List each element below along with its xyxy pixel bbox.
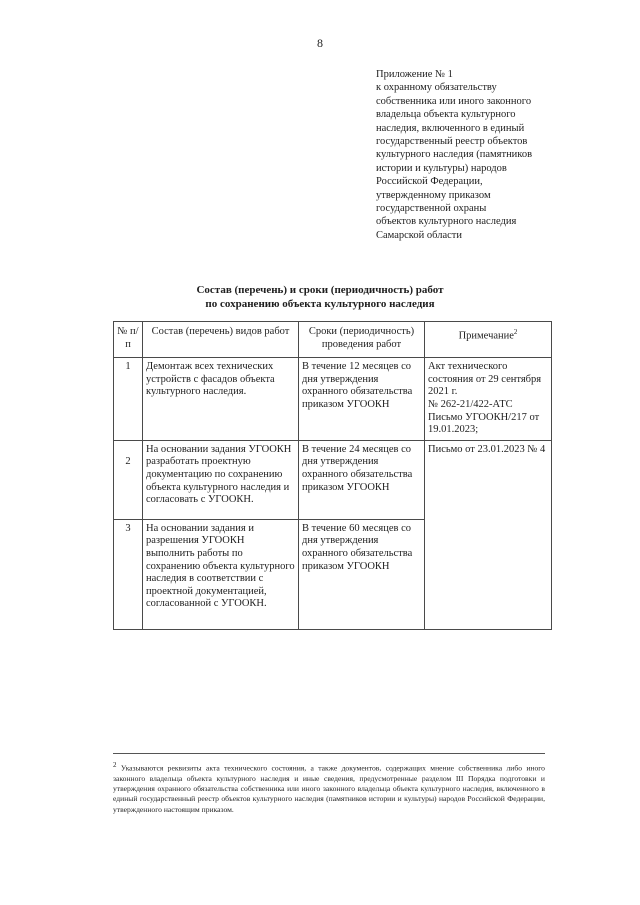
note-line: Акт технического состояния от 29 сентября 2021 г. (428, 361, 542, 398)
footnote-text: Указываются реквизиты акта технического состояния, а также документов, содержащих мнение собственника либо иного законного владельца объекта культурного наследия и иные сведения, предусмотренные разделом III Порядка подготовки и утверждения охранного обязательства собственника или иного законного владельца объекта культурного наследия, включенного в единый государственный реестр объектов культурного наследия (памятников истории и культуры) народов Российской Федерации, утвержденного настоящим приказом. (113, 763, 545, 814)
row-note-empty (425, 519, 552, 629)
header-note-label: Примечание (458, 330, 514, 342)
table-header-row (114, 322, 552, 358)
title-line: Состав (перечень) и сроки (периодичность) работ (196, 284, 444, 296)
row-note (425, 358, 552, 441)
footnote-divider (113, 753, 545, 754)
appendix-line: утвержденному приказом (376, 189, 491, 201)
page-number: 8 (317, 36, 323, 50)
note-line: Письмо от 23.01.2023 № 4 (428, 443, 546, 455)
works-table (113, 321, 552, 630)
table-row (114, 519, 552, 629)
footnote (113, 760, 545, 815)
appendix-line: владельца объекта культурного (376, 109, 516, 121)
table-row (114, 358, 552, 441)
appendix-line: Российской Федерации, (376, 176, 483, 188)
table-row (114, 440, 552, 519)
row-works: На основании задания УГООКН разработать проектную документацию по сохранению объекта культурного наследия и согласовать с УГООКН. (143, 440, 299, 519)
appendix-line: Приложение № 1 (376, 69, 453, 80)
appendix-line: наследия, включенного в единый (376, 122, 525, 134)
row-num: 2 (114, 440, 143, 519)
appendix-line: к охранному обязательству (376, 82, 497, 94)
row-terms: В течение 24 месяцев со дня утверждения охранного обязательства приказом УГООКН (299, 440, 425, 519)
header-note (425, 322, 552, 358)
appendix-line: культурного наследия (памятников (376, 149, 533, 161)
row-works: Демонтаж всех технических устройств с фасадов объекта культурного наследия. (143, 358, 299, 441)
appendix-header (376, 68, 576, 242)
footnote-marker: 2 (113, 761, 117, 769)
header-works: Состав (перечень) видов работ (143, 322, 299, 358)
appendix-line: собственника или иного законного (376, 95, 532, 107)
appendix-line: объектов культурного наследия (376, 216, 517, 228)
row-note (425, 440, 552, 519)
note-line: № 262-21/422-АТС (428, 398, 513, 410)
row-works: На основании задания и разрешения УГООКН выполнить работы по сохранению объекта культурного наследия в соответствии с проектной документацией, согласованной с УГООКН. (143, 519, 299, 629)
row-terms: В течение 12 месяцев со дня утверждения охранного обязательства приказом УГООКН (299, 358, 425, 441)
appendix-line: истории и культуры) народов (376, 162, 507, 174)
document-title (0, 283, 640, 311)
title-line: по сохранению объекта культурного наследия (205, 298, 435, 310)
note-line: Письмо УГООКН/217 от 19.01.2023; (428, 411, 540, 436)
header-num: № п/п (114, 322, 143, 358)
appendix-line: государственной охраны (376, 203, 487, 215)
row-num: 3 (114, 519, 143, 629)
header-terms: Сроки (периодичность) проведения работ (299, 322, 425, 358)
appendix-line: Самарской области (376, 229, 462, 241)
appendix-line: государственный реестр объектов (376, 136, 528, 148)
row-terms: В течение 60 месяцев со дня утверждения охранного обязательства приказом УГООКН (299, 519, 425, 629)
row-num: 1 (114, 358, 143, 441)
footnote-ref: 2 (513, 328, 518, 336)
